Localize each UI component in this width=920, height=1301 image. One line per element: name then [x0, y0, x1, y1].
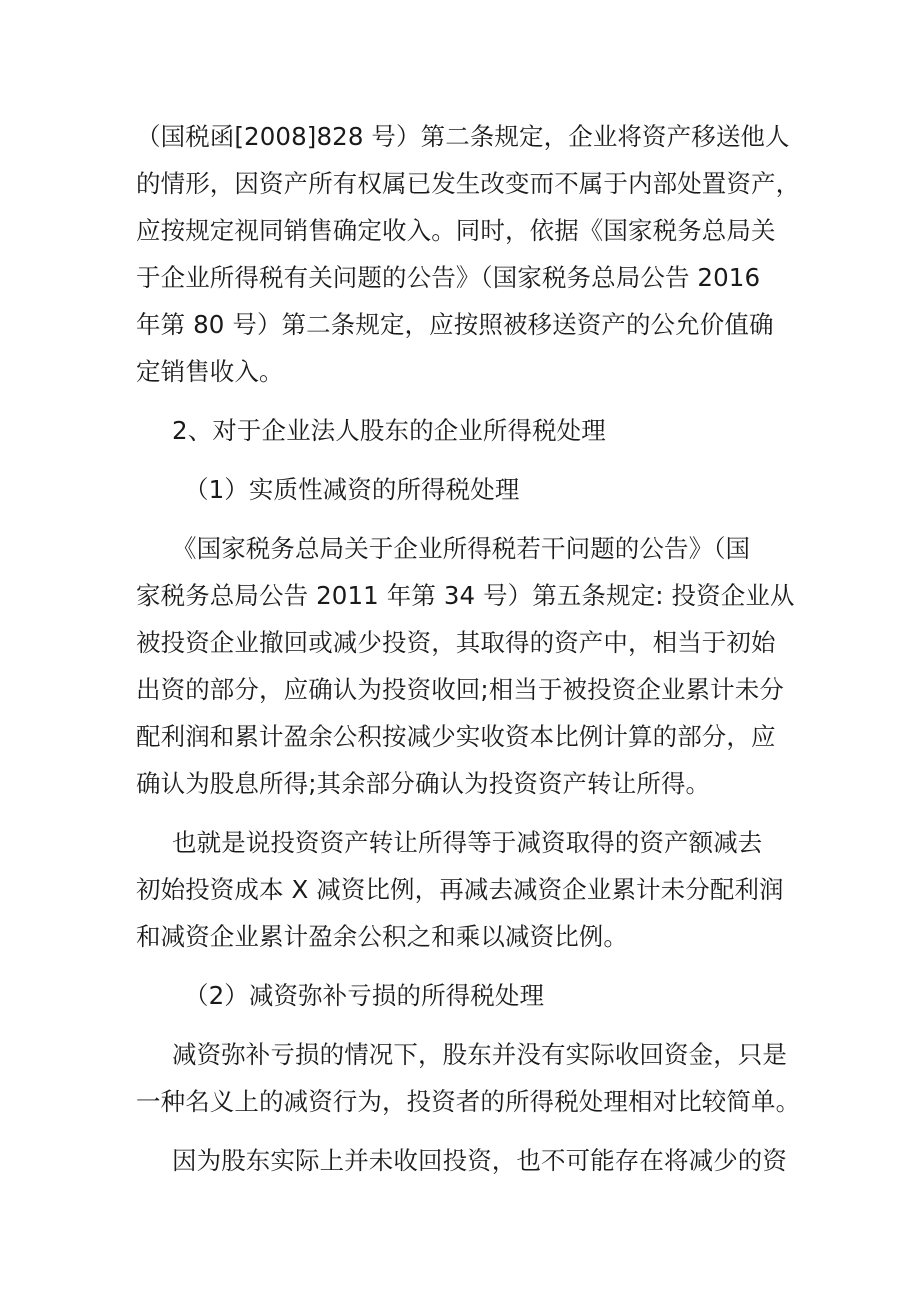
text-line: （国税函[2008]828 号）第二条规定，企业将资产移送他人 [136, 122, 790, 151]
text-line: 因为股东实际上并未收回投资，也不可能存在将减少的资 [172, 1146, 787, 1175]
text-line: 一种名义上的减资行为，投资者的所得税处理相对比较简单。 [136, 1087, 801, 1116]
text-line: 《国家税务总局关于企业所得税若干问题的公告》（国 [172, 534, 751, 563]
text-line: 于企业所得税有关问题的公告》（国家税务总局公告 2016 [136, 263, 761, 292]
text-line: 也就是说投资资产转让所得等于减资取得的资产额减去 [172, 828, 763, 857]
text-line: 定销售收入。 [136, 357, 284, 386]
subsection-heading: （1）实质性减资的所得税处理 [184, 475, 520, 504]
text-line: 家税务总局公告 2011 年第 34 号）第五条规定: 投资企业从 [136, 581, 795, 610]
text-line: 被投资企业撤回或减少投资，其取得的资产中，相当于初始 [136, 628, 776, 657]
text-line: 应按规定视同销售确定收入。同时，依据《国家税务总局关 [136, 216, 776, 245]
text-line: 配利润和累计盈余公积按减少实收资本比例计算的部分，应 [136, 722, 776, 751]
text-line: 的情形，因资产所有权属已发生改变而不属于内部处置资产， [136, 169, 801, 198]
text-line: 和减资企业累计盈余公积之和乘以减资比例。 [136, 922, 628, 951]
text-line: 出资的部分，应确认为投资收回;相当于被投资企业累计未分 [136, 675, 784, 704]
text-line: 年第 80 号）第二条规定，应按照被移送资产的公允价值确 [136, 310, 774, 339]
text-line: 初始投资成本 X 减资比例，再减去减资企业累计未分配利润 [136, 875, 784, 904]
subsection-heading: （2）减资弥补亏损的所得税处理 [184, 981, 545, 1010]
text-line: 减资弥补亏损的情况下，股东并没有实际收回资金，只是 [172, 1040, 787, 1069]
section-heading: 2、对于企业法人股东的企业所得税处理 [172, 416, 606, 445]
text-line: 确认为股息所得;其余部分确认为投资资产转让所得。 [136, 769, 711, 798]
